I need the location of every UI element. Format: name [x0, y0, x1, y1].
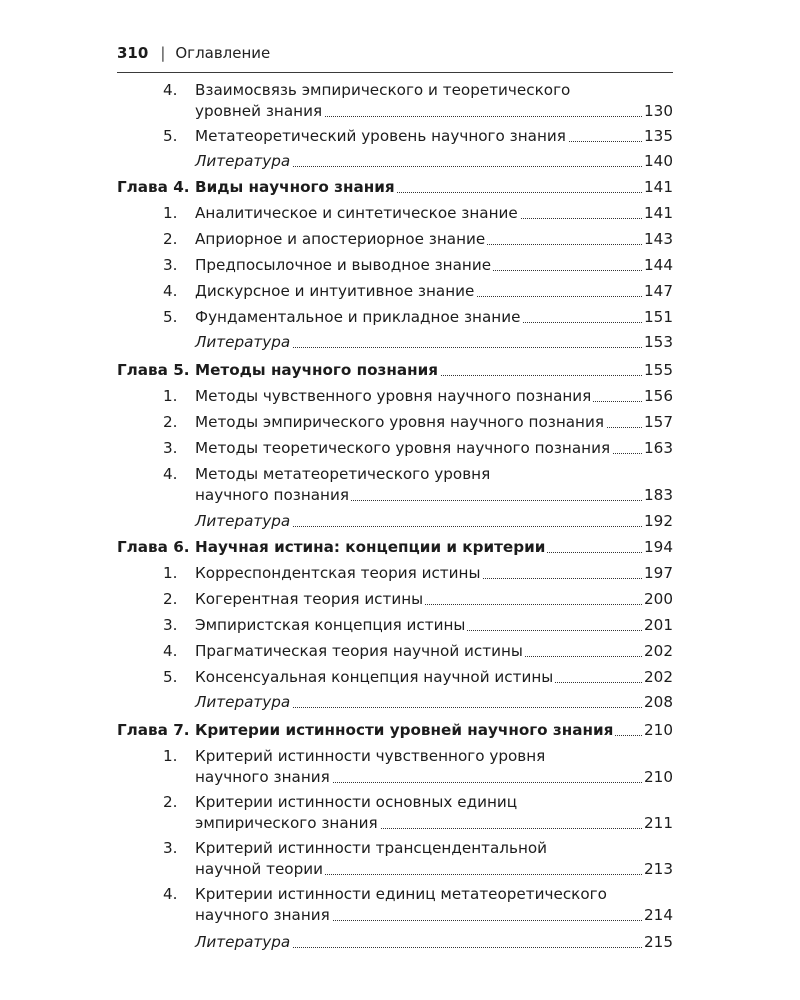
toc-entry-line [117, 537, 673, 558]
section-number: 1. [163, 204, 178, 222]
literature-label: Литература [195, 693, 291, 711]
section-title: Критерии истинности единиц метатеоретического [195, 885, 607, 903]
section-title: Априорное и апостериорное знание [195, 230, 486, 248]
literature-label: Литература [195, 333, 291, 351]
toc-page-number: 130 [644, 102, 673, 120]
toc-page-number: 197 [644, 564, 673, 582]
section-number: 3. [163, 616, 178, 634]
toc-entry-line [117, 229, 673, 250]
toc-entry-line [117, 746, 673, 767]
section-number: 1. [163, 564, 178, 582]
section-title: Дискурсное и интуитивное знание [195, 282, 475, 300]
toc-entry-line [117, 203, 673, 224]
toc-section-entry [117, 746, 673, 788]
section-title: Методы эмпирического уровня научного познания [195, 413, 604, 431]
toc-literature-entry [117, 332, 673, 353]
toc-section-entry [117, 615, 673, 636]
section-title: научного знания [195, 768, 330, 786]
section-title: Консенсуальная концепция научной истины [195, 668, 554, 686]
toc-page-number: 141 [644, 204, 673, 222]
toc-page-number: 210 [644, 721, 673, 739]
toc-page-number: 155 [644, 361, 673, 379]
toc-section-entry [117, 589, 673, 610]
toc-section-entry [117, 563, 673, 584]
toc-section-entry [117, 641, 673, 662]
section-title: научного познания [195, 486, 349, 504]
toc-page-number: 192 [644, 512, 673, 530]
section-title: Методы чувственного уровня научного познания [195, 387, 592, 405]
toc-literature-entry [117, 151, 673, 172]
section-title: Предпосылочное и выводное знание [195, 256, 492, 274]
toc-page-number: 147 [644, 282, 673, 300]
toc-entry-line [117, 792, 673, 813]
section-number: 5. [163, 127, 178, 145]
toc-entry-line [117, 438, 673, 459]
toc-entry-line [117, 101, 673, 122]
toc-section-entry [117, 792, 673, 834]
literature-label: Литература [195, 512, 291, 530]
toc-entry-line [117, 80, 673, 101]
toc-page-number: 135 [644, 127, 673, 145]
toc-entry-line [117, 485, 673, 506]
toc-page-number: 163 [644, 439, 673, 457]
toc-entry-line [117, 720, 673, 741]
header-separator: | [160, 44, 166, 62]
section-title: Критерий истинности трансцендентальной [195, 839, 548, 857]
toc-entry-line [117, 177, 673, 198]
toc-chapter-entry [117, 177, 673, 198]
chapter-label: Глава 6. [117, 538, 190, 556]
toc-page-number: 213 [644, 860, 673, 878]
toc-page-number: 211 [644, 814, 673, 832]
section-title: Когерентная теория истины [195, 590, 424, 608]
toc-entry-line [117, 281, 673, 302]
section-title: Взаимосвязь эмпирического и теоретического [195, 81, 571, 99]
header-title: Оглавление [175, 44, 271, 62]
section-title: эмпирического знания [195, 814, 378, 832]
toc-entry-line [117, 667, 673, 688]
toc-page-number: 202 [644, 642, 673, 660]
toc-section-entry [117, 464, 673, 506]
toc-literature-entry [117, 511, 673, 532]
toc-page-number: 156 [644, 387, 673, 405]
section-title: Критерий истинности чувственного уровня [195, 747, 546, 765]
toc-section-entry [117, 203, 673, 224]
toc-section-entry [117, 412, 673, 433]
section-title: Метатеоретический уровень научного знания [195, 127, 566, 145]
toc-entry-line [117, 412, 673, 433]
chapter-title: Виды научного знания [195, 178, 395, 196]
toc-page-number: 143 [644, 230, 673, 248]
toc-section-entry [117, 255, 673, 276]
toc-entry-line [117, 464, 673, 485]
chapter-label: Глава 4. [117, 178, 190, 196]
toc-section-entry [117, 667, 673, 688]
toc-entry-line [117, 151, 673, 172]
toc-section-entry [117, 838, 673, 880]
toc-page-number: 144 [644, 256, 673, 274]
toc-section-entry [117, 281, 673, 302]
toc-entry-line [117, 615, 673, 636]
section-title: Критерии истинности основных единиц [195, 793, 518, 811]
chapter-title: Научная истина: концепции и критерии [195, 538, 546, 556]
section-number: 4. [163, 282, 178, 300]
section-number: 4. [163, 81, 178, 99]
toc-entry-line [117, 859, 673, 880]
toc-entry-line [117, 932, 673, 953]
section-title: Методы метатеоретического уровня [195, 465, 491, 483]
toc-entry-line [117, 838, 673, 859]
chapter-title: Методы научного познания [195, 361, 438, 379]
section-number: 3. [163, 839, 178, 857]
toc-page-number: 215 [644, 933, 673, 951]
section-number: 4. [163, 465, 178, 483]
toc-page-number: 201 [644, 616, 673, 634]
header-page-number: 310 [117, 44, 149, 62]
toc-entry-line [117, 767, 673, 788]
toc-entry-line [117, 126, 673, 147]
literature-label: Литература [195, 933, 291, 951]
chapter-label: Глава 5. [117, 361, 190, 379]
toc-entry-line [117, 307, 673, 328]
toc-chapter-entry [117, 537, 673, 558]
section-number: 4. [163, 885, 178, 903]
toc-literature-entry [117, 932, 673, 953]
literature-label: Литература [195, 152, 291, 170]
toc-entry-line [117, 511, 673, 532]
toc-entry-line [117, 905, 673, 926]
toc-section-entry [117, 438, 673, 459]
toc-page-number: 202 [644, 668, 673, 686]
section-title: Прагматическая теория научной истины [195, 642, 523, 660]
toc-entry-line [117, 255, 673, 276]
section-title: научной теории [195, 860, 323, 878]
toc-chapter-entry [117, 360, 673, 381]
toc-section-entry [117, 307, 673, 328]
toc-page-number: 140 [644, 152, 673, 170]
section-number: 1. [163, 387, 178, 405]
chapter-label: Глава 7. [117, 721, 190, 739]
section-number: 3. [163, 439, 178, 457]
toc-entry-line [117, 563, 673, 584]
toc-entry-line [117, 589, 673, 610]
section-number: 2. [163, 230, 178, 248]
section-number: 1. [163, 747, 178, 765]
toc-section-entry [117, 229, 673, 250]
toc-entry-line [117, 692, 673, 713]
toc-section-entry [117, 80, 673, 122]
chapter-title: Критерии истинности уровней научного знания [195, 721, 614, 739]
section-number: 2. [163, 413, 178, 431]
toc-page-number: 208 [644, 693, 673, 711]
section-number: 5. [163, 308, 178, 326]
toc-page-number: 153 [644, 333, 673, 351]
toc-entry-line [117, 332, 673, 353]
section-title: Корреспондентская теория истины [195, 564, 481, 582]
toc-entry-line [117, 813, 673, 834]
toc-section-entry [117, 126, 673, 147]
toc-section-entry [117, 386, 673, 407]
section-number: 4. [163, 642, 178, 660]
toc-page-number: 183 [644, 486, 673, 504]
toc-section-entry [117, 884, 673, 926]
section-title: уровней знания [195, 102, 323, 120]
toc-page-number: 214 [644, 906, 673, 924]
toc-literature-entry [117, 692, 673, 713]
toc-entry-line [117, 386, 673, 407]
section-number: 2. [163, 590, 178, 608]
toc-page-number: 141 [644, 178, 673, 196]
section-number: 3. [163, 256, 178, 274]
section-title: научного знания [195, 906, 330, 924]
section-number: 2. [163, 793, 178, 811]
toc-page-number: 157 [644, 413, 673, 431]
toc-page-number: 194 [644, 538, 673, 556]
section-title: Методы теоретического уровня научного познания [195, 439, 611, 457]
toc-entry-line [117, 360, 673, 381]
section-number: 5. [163, 668, 178, 686]
toc-page-number: 200 [644, 590, 673, 608]
section-title: Аналитическое и синтетическое знание [195, 204, 518, 222]
toc-page-number: 210 [644, 768, 673, 786]
toc-page-number: 151 [644, 308, 673, 326]
toc-entry-line [117, 641, 673, 662]
section-title: Эмпиристская концепция истины [195, 616, 466, 634]
section-title: Фундаментальное и прикладное знание [195, 308, 521, 326]
toc-chapter-entry [117, 720, 673, 741]
toc-entry-line [117, 884, 673, 905]
